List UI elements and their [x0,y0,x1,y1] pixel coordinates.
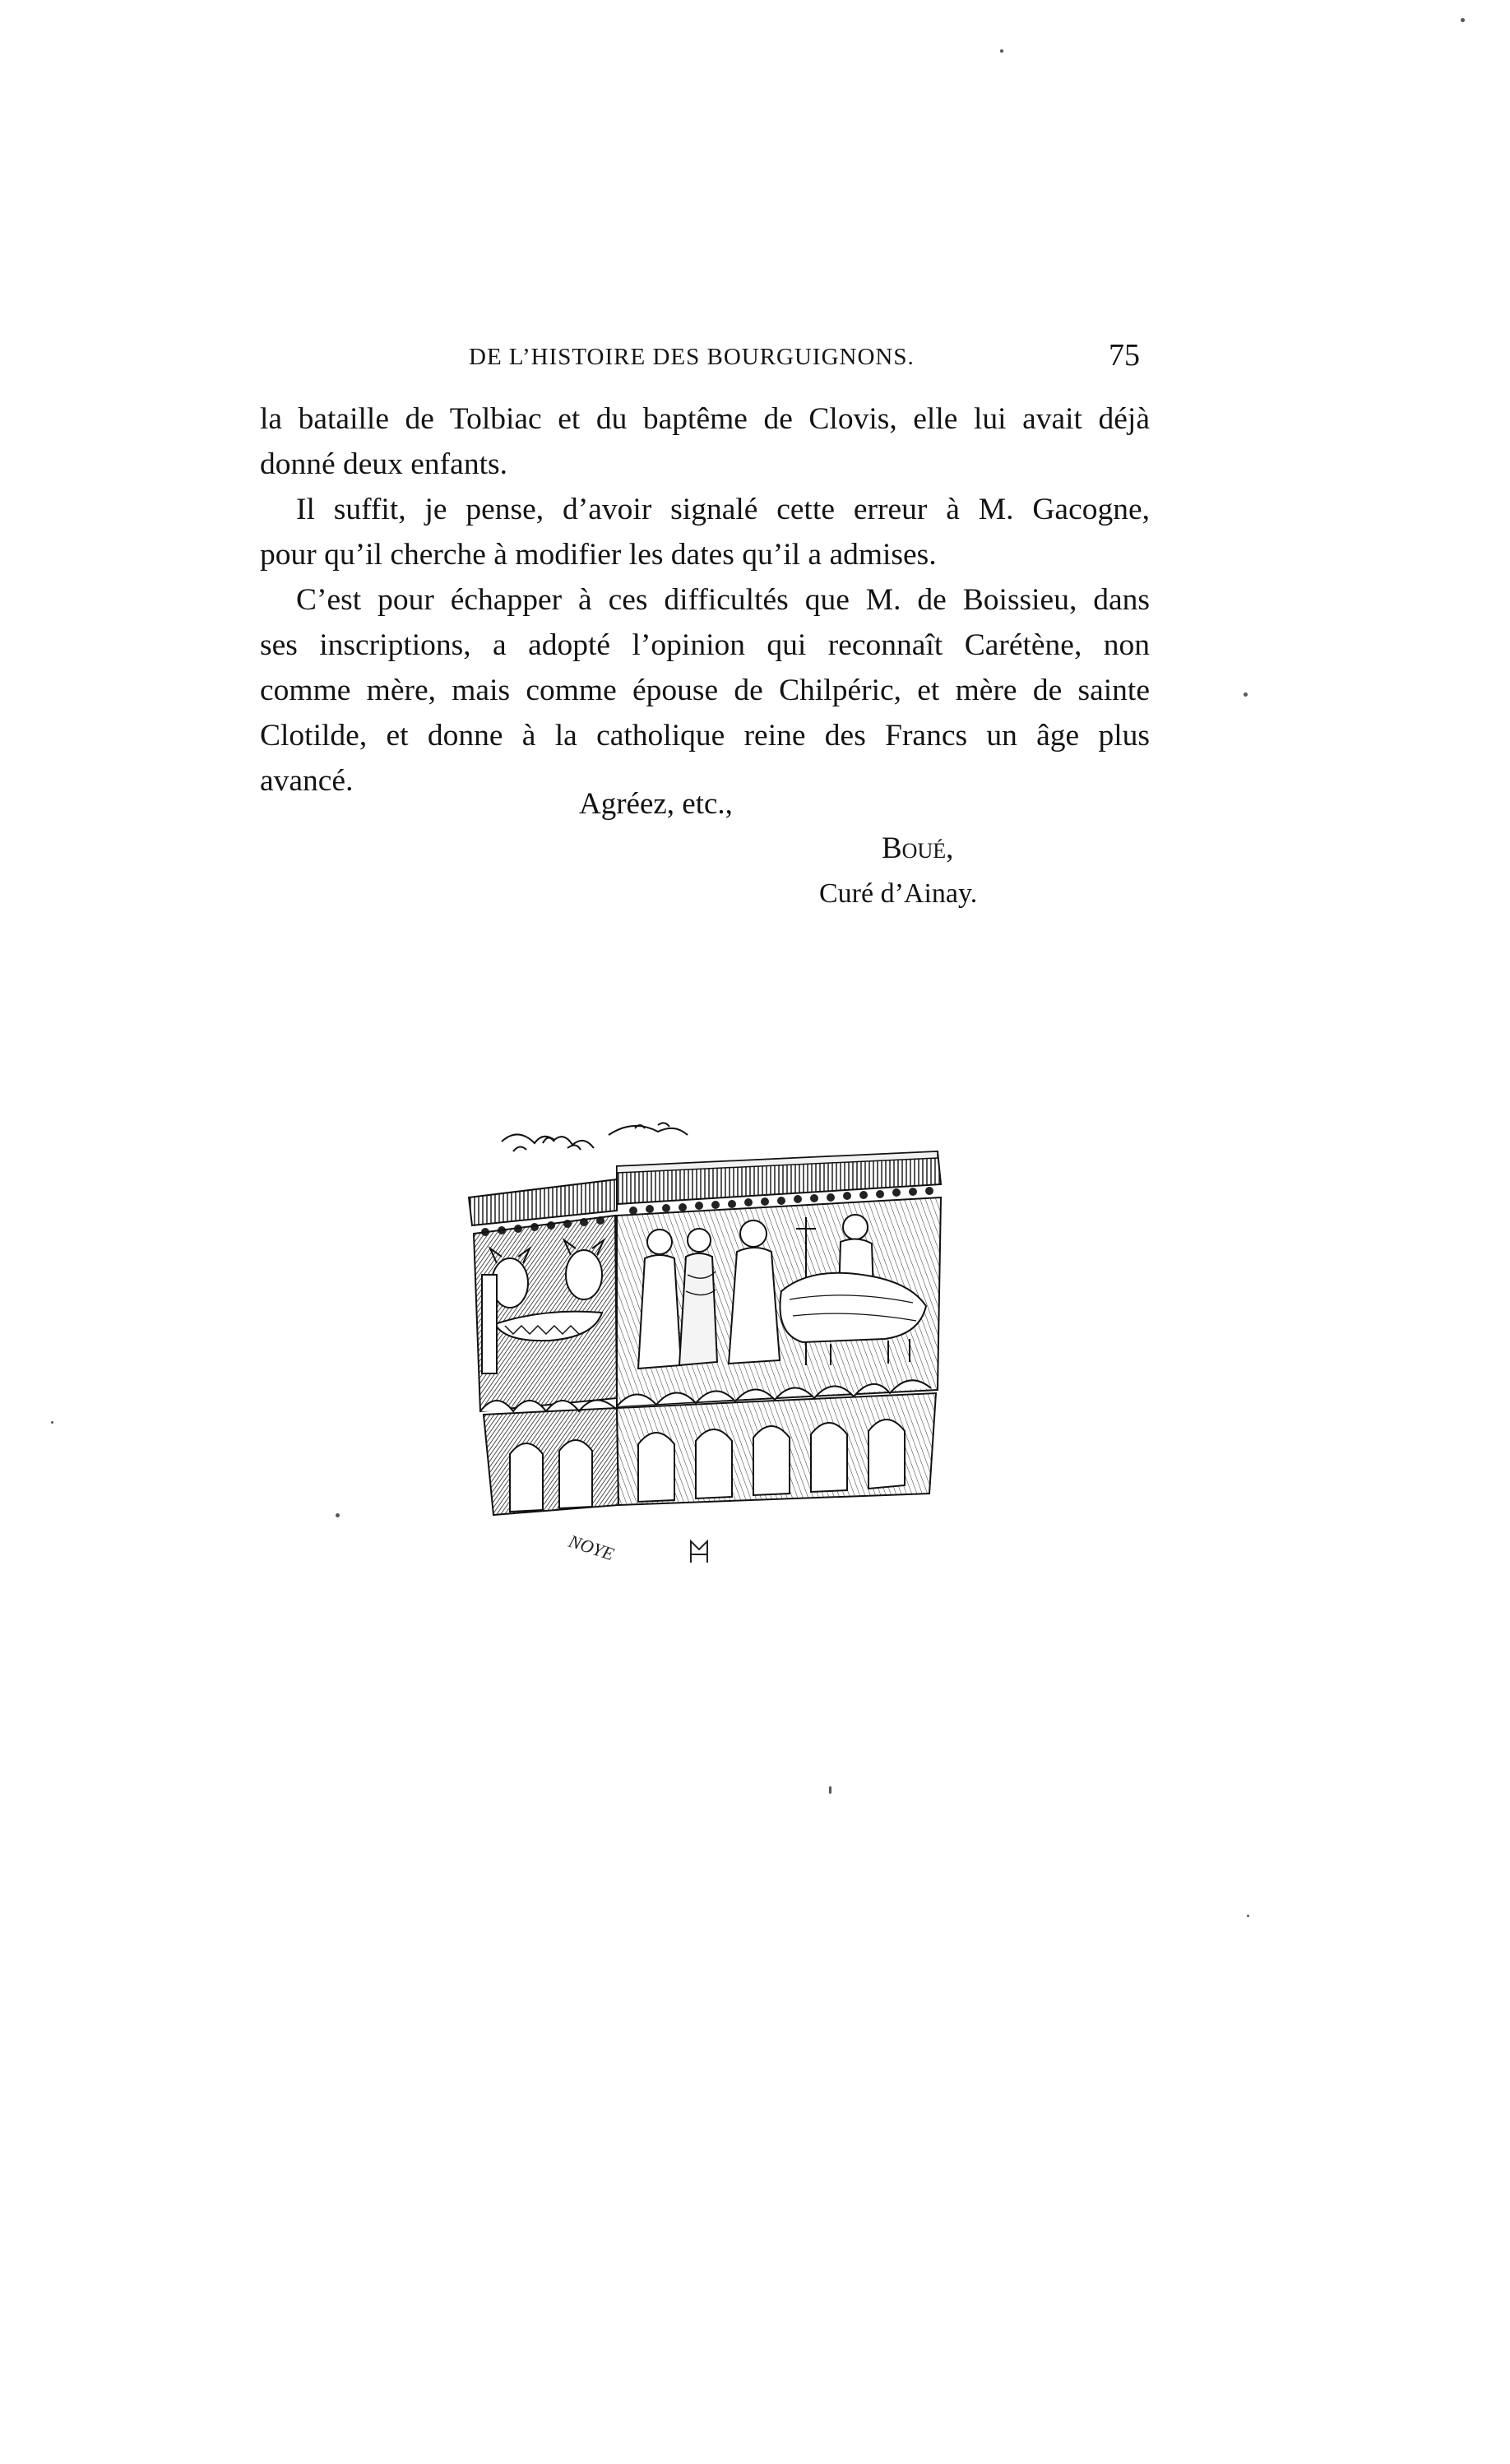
text-line-7: comme mère, mais comme épouse de Chilpéric, et mère de sainte [260,674,1150,707]
paper-speck [1000,49,1003,53]
engraver-signature: NOYE [566,1530,617,1565]
text-line-8: Clotilde, et donne à la catholique reine des Francs un âge plus [260,719,1150,753]
text-line-2: donné deux enfants. [260,447,507,481]
text-line-9: avancé. [260,764,354,798]
salutation: Agréez, etc., [579,787,733,821]
monogram-mark [691,1541,707,1563]
text-line-1: la bataille de Tolbiac et du baptême de Clovis, elle lui avait déjà [260,402,1150,436]
paper-speck [829,1786,831,1794]
page-number: 75 [1109,338,1140,373]
author-signature: Boué, [882,831,954,865]
paper-speck [336,1513,340,1517]
paper-speck [1244,692,1248,697]
running-header: DE L’HISTOIRE DES BOURGUIGNONS. [469,344,915,370]
author-title: Curé d’Ainay. [819,878,978,909]
paper-speck [51,1421,53,1424]
text-line-6: ses inscriptions, a adopté l’opinion qui reconnaît Carétène, non [260,628,1150,662]
capital-engraving-illustration [444,1119,970,1579]
paper-speck [1247,1915,1249,1917]
text-line-3: Il suffit, je pense, d’avoir signalé cette erreur à M. Gacogne, [296,493,1150,526]
paper-speck [1461,18,1465,22]
body-text [260,396,1150,804]
foliage-top [502,1123,688,1151]
text-line-4: pour qu’il cherche à modifier les dates qu’il a admises. [260,538,937,572]
text-line-5: C’est pour échapper à ces difficultés que M. de Boissieu, dans [296,583,1150,617]
